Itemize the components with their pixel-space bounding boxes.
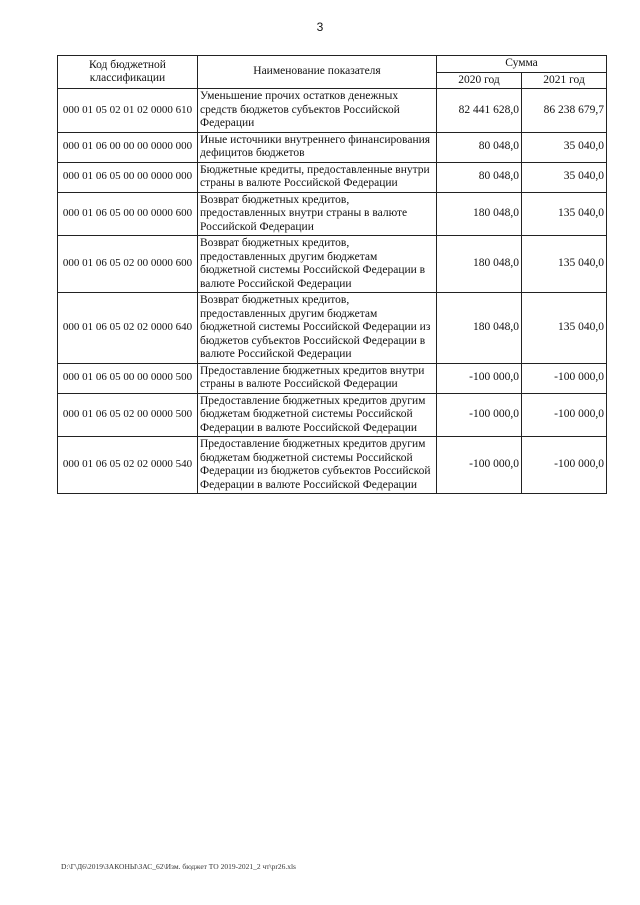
row-code: 000 01 06 05 00 00 0000 000 [58,162,198,192]
row-code: 000 01 06 05 02 02 0000 640 [58,293,198,364]
row-code: 000 01 06 00 00 00 0000 000 [58,132,198,162]
table-row [58,293,607,364]
row-sum-2021: 35 040,0 [522,162,607,192]
budget-sources-table [57,55,607,494]
row-sum-2020: -100 000,0 [437,363,522,393]
row-sum-2020: -100 000,0 [437,393,522,437]
row-sum-2021: -100 000,0 [522,363,607,393]
row-sum-2021: -100 000,0 [522,437,607,494]
row-code: 000 01 06 05 00 00 0000 500 [58,363,198,393]
table-row [58,162,607,192]
row-name: Возврат бюджетных кредитов, предоставленных другим бюджетам бюджетной системы Российской Федерации из бюджетов субъектов Российской Федерации в валюте Российской Федерации [198,293,437,364]
row-sum-2020: -100 000,0 [437,437,522,494]
row-name: Предоставление бюджетных кредитов другим бюджетам бюджетной системы Российской Федерации в валюте Российской Федерации [198,393,437,437]
row-code: 000 01 06 05 02 02 0000 540 [58,437,198,494]
row-sum-2021: -100 000,0 [522,393,607,437]
row-sum-2021: 135 040,0 [522,236,607,293]
row-name: Предоставление бюджетных кредитов внутри страны в валюте Российской Федерации [198,363,437,393]
table-row [58,437,607,494]
row-sum-2021: 35 040,0 [522,132,607,162]
row-sum-2020: 80 048,0 [437,162,522,192]
row-sum-2020: 82 441 628,0 [437,89,522,133]
table-row [58,363,607,393]
table-row [58,89,607,133]
row-sum-2020: 180 048,0 [437,293,522,364]
table-row [58,192,607,236]
row-name: Возврат бюджетных кредитов, предоставленных другим бюджетам бюджетной системы Российской Федерации в валюте Российской Федерации [198,236,437,293]
row-sum-2020: 180 048,0 [437,236,522,293]
row-code: 000 01 06 05 02 00 0000 600 [58,236,198,293]
header-year-2021: 2021 год [522,72,607,89]
row-sum-2021: 135 040,0 [522,293,607,364]
row-sum-2020: 180 048,0 [437,192,522,236]
page-number: 3 [316,20,324,34]
row-sum-2021: 86 238 679,7 [522,89,607,133]
row-code: 000 01 06 05 00 00 0000 600 [58,192,198,236]
row-sum-2021: 135 040,0 [522,192,607,236]
header-year-2020: 2020 год [437,72,522,89]
file-path-footer: D:\Г\Д6\2019\ЗАКОНЫ\ЗАС_62\Изм. бюджет ТО 2019-2021_2 чт\pr26.xls [61,862,296,871]
row-name: Предоставление бюджетных кредитов другим бюджетам бюджетной системы Российской Федерации из бюджетов субъектов Российской Федерации в валюте Российской Федерации [198,437,437,494]
header-name: Наименование показателя [198,56,437,89]
table-row [58,132,607,162]
row-name: Возврат бюджетных кредитов, предоставленных внутри страны в валюте Российской Федерации [198,192,437,236]
table-row [58,236,607,293]
row-name: Бюджетные кредиты, предоставленные внутри страны в валюте Российской Федерации [198,162,437,192]
header-code: Код бюджетной классификации [58,56,198,89]
row-name: Иные источники внутреннего финансирования дефицитов бюджетов [198,132,437,162]
row-sum-2020: 80 048,0 [437,132,522,162]
row-code: 000 01 05 02 01 02 0000 610 [58,89,198,133]
table-row [58,393,607,437]
row-name: Уменьшение прочих остатков денежных средств бюджетов субъектов Российской Федерации [198,89,437,133]
header-sum: Сумма [437,56,607,73]
row-code: 000 01 06 05 02 00 0000 500 [58,393,198,437]
